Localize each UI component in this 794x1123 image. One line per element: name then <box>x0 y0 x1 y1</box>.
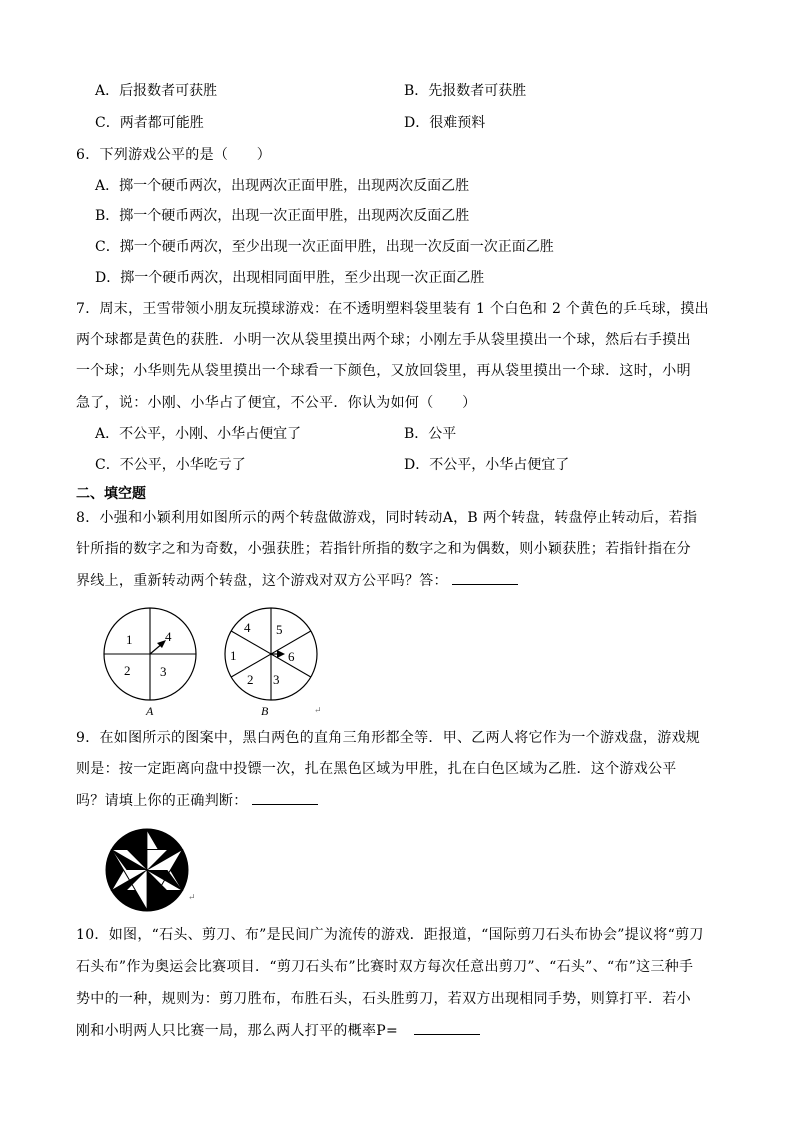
spinner-b-label: B <box>261 704 269 718</box>
q6-option-b: B．掷一个硬币两次，出现一次正面甲胜，出现两次反面乙胜 <box>95 208 470 224</box>
q9-line-3-text: 吗？请填上你的正确判断： <box>76 793 248 809</box>
q6-option-d: D．掷一个硬币两次，出现相同面甲胜，至少出现一次正面乙胜 <box>95 270 485 286</box>
spinner-b-sector-5: 5 <box>276 622 283 637</box>
return-mark: ↵ <box>314 706 322 716</box>
q7-option-a: A．不公平，小刚、小华占便宜了 <box>95 426 302 442</box>
spinner-b-sector-6: 6 <box>288 649 295 664</box>
spinner-b-sector-2: 2 <box>247 672 254 687</box>
spinner-b <box>221 604 321 704</box>
spinner-a <box>100 604 200 704</box>
q6-option-a: A．掷一个硬币两次，出现两次正面甲胜，出现两次反面乙胜 <box>95 178 470 194</box>
q7-option-b: B．公平 <box>404 426 457 442</box>
q9-line-2: 则是：按一定距离向盘中投镖一次，扎在黑色区域为甲胜，扎在白色区域为乙胜．这个游戏公平 <box>76 761 677 777</box>
spinner-a-sector-3: 3 <box>160 664 167 679</box>
spinner-a-sector-1: 1 <box>126 632 133 647</box>
q10-line-2: 石头布”作为奥运会比赛项目．“剪刀石头布”比赛时双方每次任意出剪刀”、“石头”、“布”这三种手 <box>76 959 694 975</box>
q10-line-4 <box>76 1020 480 1041</box>
spinner-b-sector-3: 3 <box>273 672 280 687</box>
q6-option-c: C．掷一个硬币两次，至少出现一次正面甲胜，出现一次反面一次正面乙胜 <box>95 239 554 255</box>
q10-line-4-text: 刚和小明两人只比赛一局，那么两人打平的概率P= <box>76 1023 399 1039</box>
q5-option-a: A．后报数者可获胜 <box>95 83 218 99</box>
q7-line-2: 两个球都是黄色的获胜．小明一次从袋里摸出两个球；小刚左手从袋里摸出一个球，然后右手摸出 <box>76 332 691 348</box>
q9-answer-blank[interactable] <box>252 790 318 805</box>
q8-line-3-text: 界线上，重新转动两个转盘，这个游戏对双方公平吗？答： <box>76 573 448 589</box>
section-title: 二、填空题 <box>76 486 146 502</box>
return-mark-2: ↵ <box>188 893 196 903</box>
q7-line-3: 一个球；小华则先从袋里摸出一个球看一下颜色，又放回袋里，再从袋里摸出一个球．这时，小明 <box>76 363 691 379</box>
q8-line-1: 8．小强和小颖利用如图所示的两个转盘做游戏，同时转动A，B 两个转盘，转盘停止转动后，若指 <box>76 510 698 526</box>
q6-stem: 6．下列游戏公平的是（ ） <box>76 147 272 163</box>
q5-option-b: B．先报数者可获胜 <box>404 83 527 99</box>
q7-line-4: 急了，说：小刚、小华占了便宜，不公平．你认为如何（ ） <box>76 395 477 411</box>
dartboard-figure <box>104 827 190 913</box>
spinner-b-sector-1: 1 <box>230 648 237 663</box>
q8-line-2: 针所指的数字之和为奇数，小强获胜；若指针所指的数字之和为偶数，则小颖获胜；若指针指在分 <box>76 541 691 557</box>
spinner-b-sector-4: 4 <box>244 620 251 635</box>
q5-option-c: C．两者都可能胜 <box>95 115 204 131</box>
spinner-a-label: A <box>146 704 154 718</box>
q10-answer-blank[interactable] <box>414 1020 480 1035</box>
q7-line-1: 7．周末，王雪带领小朋友玩摸球游戏：在不透明塑料袋里装有 1 个白色和 2 个黄色的乒乓球，摸出 <box>76 301 709 317</box>
spinner-a-sector-4: 4 <box>165 629 172 644</box>
q7-option-d: D．不公平，小华占便宜了 <box>404 457 570 473</box>
q10-line-1: 10．如图，“石头、剪刀、布”是民间广为流传的游戏．距报道，“国际剪刀石头布协会”提议将“剪刀 <box>76 927 704 943</box>
q8-line-3 <box>76 570 518 591</box>
q5-option-d: D．很难预料 <box>404 115 486 131</box>
q8-answer-blank[interactable] <box>452 570 518 585</box>
q9-line-1: 9．在如图所示的图案中，黑白两色的直角三角形都全等．甲、乙两人将它作为一个游戏盘，游戏规 <box>76 730 701 746</box>
q7-option-c: C．不公平，小华吃亏了 <box>95 457 246 473</box>
q9-line-3 <box>76 790 318 811</box>
q10-line-3: 势中的一种，规则为：剪刀胜布，布胜石头，石头胜剪刀，若双方出现相同手势，则算打平．若小 <box>76 991 691 1007</box>
spinner-a-sector-2: 2 <box>124 663 131 678</box>
